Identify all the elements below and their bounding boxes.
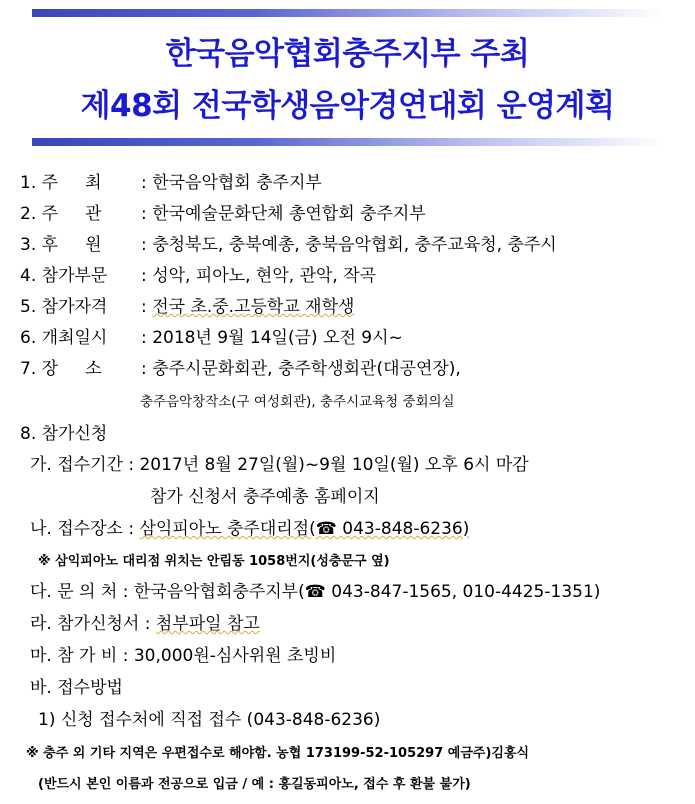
method-1: 1) 신청 접수처에 직접 접수 (043-848-6236) xyxy=(38,710,381,730)
section-na: 나. 접수장소 : 삼익피아노 충주대리점(☎ 043-848-6236) xyxy=(30,519,470,539)
item-value: 성악, 피아노, 현악, 관악, 작곡 xyxy=(152,266,377,286)
note-2: (반드시 본인 이름과 전공으로 입금 / 예 : 홍길동피아노, 접수 후 환불 불가) xyxy=(38,777,471,792)
item-label: 참가자격 xyxy=(41,297,108,317)
section-ba: 바. 접수방법 xyxy=(30,678,123,698)
title-line-2: 제48회 전국학생음악경연대회 운영계획 xyxy=(80,88,615,124)
item-4: 4. 참가부문 : 성악, 피아노, 현악, 관악, 작곡 xyxy=(20,266,377,286)
item-7: 7. 장 소 : 충주시문화회관, 충주학생회관(대공연장), xyxy=(20,359,461,379)
section-ga: 가. 접수기간 : 2017년 8월 27일(월)~9월 10일(월) 오후 6시 마감 xyxy=(30,455,529,475)
header-bottom-bar xyxy=(32,138,664,146)
item-7-continued: 충주음악창작소(구 여성회관), 충주시교육청 중회의실 xyxy=(140,394,455,410)
item-label: 주 관 xyxy=(41,204,102,224)
item-2: 2. 주 관 : 한국예술문화단체 총연합회 충주지부 xyxy=(20,204,426,224)
section-na-note: ※ 삼익피아노 대리점 위치는 안림동 1058번지(성충문구 옆) xyxy=(38,554,390,569)
title-line-1: 한국음악협회충주지부 주최 xyxy=(165,36,530,72)
section-da: 다. 문 의 처 : 한국음악협회충주지부(☎ 043-847-1565, 010-4425-1351) xyxy=(30,582,601,602)
item-value: 2018년 9월 14일(금) 오전 9시~ xyxy=(152,328,403,348)
header-top-bar xyxy=(32,9,664,17)
section-8-title: 8. 참가신청 xyxy=(20,424,108,444)
item-value: 한국음악협회 충주지부 xyxy=(152,173,322,193)
item-value: 충주시문화회관, 충주학생회관(대공연장), xyxy=(152,359,461,379)
item-value: 한국예술문화단체 총연합회 충주지부 xyxy=(152,204,426,224)
item-value: 충청북도, 충북예총, 충북음악협회, 충주교육청, 충주시 xyxy=(152,235,557,255)
note-1: ※ 충주 외 기타 지역은 우편접수로 해야함. 농협 173199-52-105297 예금주)김홍식 xyxy=(26,746,530,761)
item-6: 6. 개최일시 : 2018년 9월 14일(금) 오전 9시~ xyxy=(20,328,403,348)
item-3: 3. 후 원 : 충청북도, 충북예총, 충북음악협회, 충주교육청, 충주시 xyxy=(20,235,557,255)
item-1: 1. 주 최 : 한국음악협회 충주지부 xyxy=(20,173,322,193)
section-ma: 마. 참 가 비 : 30,000원-심사위원 초빙비 xyxy=(30,646,337,666)
item-label: 참가부문 xyxy=(41,266,108,286)
item-label: 후 원 xyxy=(41,235,102,255)
section-ra: 라. 참가신청서 : 첨부파일 참고 xyxy=(30,614,260,634)
item-value: 전국 초.중.고등학교 재학생 xyxy=(152,297,355,317)
item-label: 장 소 xyxy=(41,359,102,379)
section-ga-continued: 참가 신청서 충주예총 홈페이지 xyxy=(150,487,380,507)
item-label: 주 최 xyxy=(41,173,102,193)
item-label: 개최일시 xyxy=(41,328,108,348)
item-5: 5. 참가자격 : 전국 초.중.고등학교 재학생 xyxy=(20,297,355,317)
